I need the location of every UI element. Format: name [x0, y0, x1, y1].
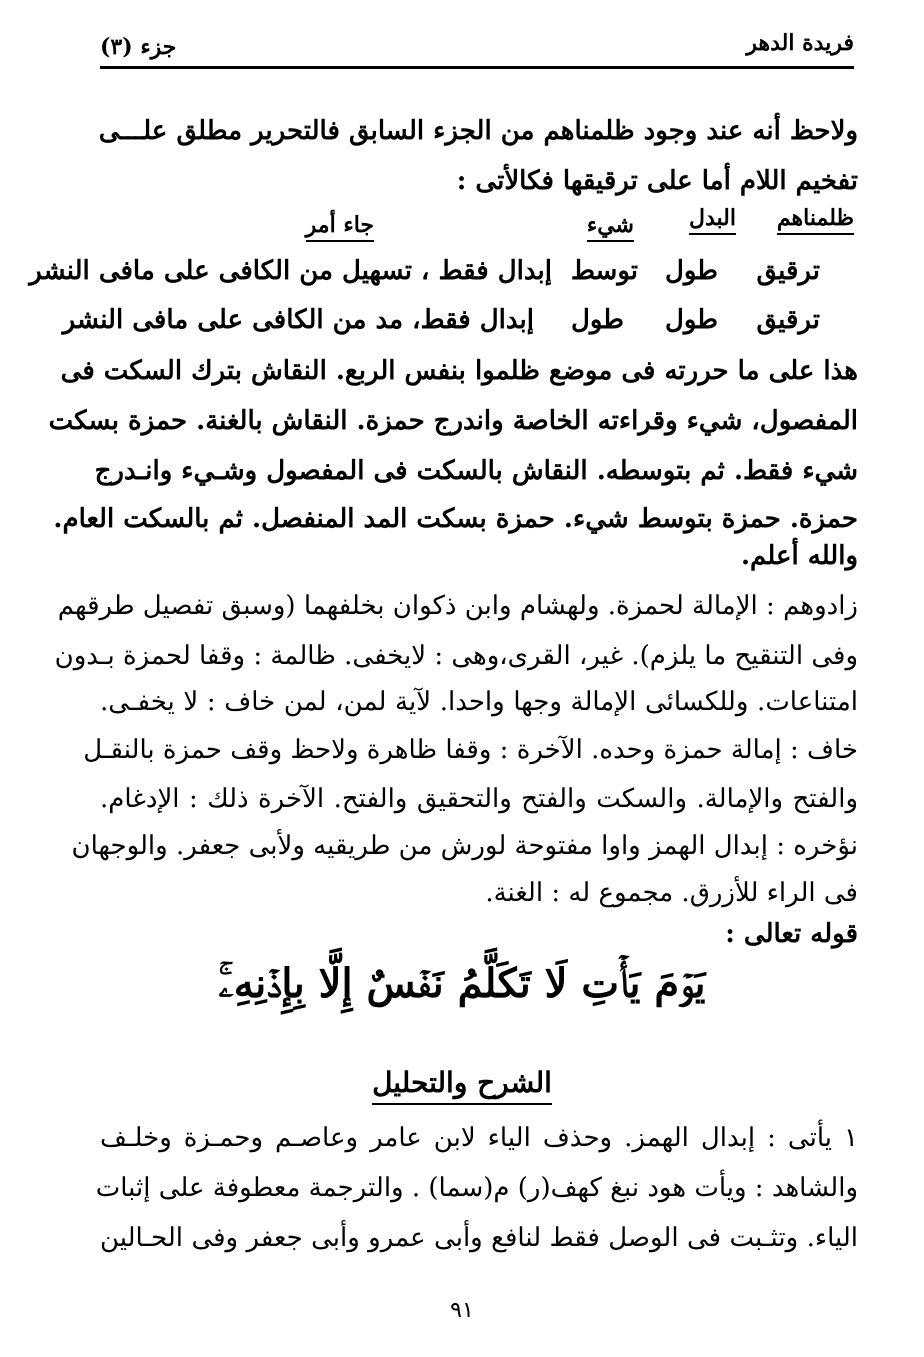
table-header-cell: جاء أمر — [306, 212, 374, 242]
text-line: خاف : إمالة حمزة وحده. الآخرة : وقفا ظاهرة ولاحظ وقف حمزة بالنقـل — [83, 735, 858, 765]
text-line: هذا على ما حررته فى موضع ظلموا بنفس الربع. النقاش بترك السكت فى — [60, 356, 858, 386]
text-line: حمزة. حمزة بتوسط شيء. حمزة بسكت المد المنفصل. ثم بالسكت العام. — [53, 504, 858, 534]
text-line: والله أعلم. — [741, 541, 858, 571]
text-line: شيء فقط. ثم بتوسطه. النقاش بالسكت فى المفصول وشـيء وانـدرج — [94, 456, 858, 486]
text-line: تفخيم اللام أما على ترقيقها فكالأتى : — [456, 166, 858, 196]
quran-verse: يَوۡمَ يَأۡتِ لَا تَكَلَّمُ نَفۡسٌ إِلَّا بِإِذۡنِهِۦۚ — [218, 960, 706, 1007]
text-line: الياء. وتثـبت فى الوصل فقط لنافع وأبى عمرو وأبى جعفر وفى الحـالين — [100, 1223, 858, 1253]
text-line: والشاهد : ويأت هود نبغ كهف(ر) م(سما) . والترجمة معطوفة على إثبات — [95, 1173, 858, 1203]
text-line: فى الراء للأزرق. مجموع له : الغنة. — [485, 878, 858, 908]
table-cell: ترقيق — [756, 256, 820, 286]
text-line: والفتح والإمالة. والسكت والفتح والتحقيق والفتح. الآخرة ذلك : الإدغام. — [100, 784, 858, 814]
text-line: المفصول، شيء وقراءته الخاصة واندرج حمزة. النقاش بالغنة. حمزة بسكت — [48, 406, 858, 436]
table-cell: طول — [664, 256, 718, 286]
text-line: وفى التنقيح ما يلزم). غير، القرى،وهى : لايخفى. ظالمة : وقفا لحمزة بـدون — [54, 641, 858, 671]
running-title: فريدة الدهر — [746, 30, 854, 56]
text-line: ١ يأتى : إبدال الهمز. وحذف الياء لابن عامر وعاصـم وحمـزة وخلـف — [100, 1123, 858, 1153]
section-heading — [0, 1066, 924, 1099]
section-heading-text: الشرح والتحليل — [372, 1066, 552, 1105]
page-number: ٩١ — [450, 1298, 474, 1323]
text-line: زادوهم : الإمالة لحمزة. ولهشام وابن ذكوان بخلفهما (وسبق تفصيل طرقهم — [57, 591, 858, 621]
table-header-cell: ظلمناهم — [777, 205, 854, 235]
table-cell: إبدال فقط ، تسهيل من الكافى على مافى النشر — [29, 256, 552, 286]
text-line: ولاحظ أنه عند وجود ظلمناهم من الجزء السابق فالتحرير مطلق علـــى — [98, 116, 858, 146]
part-label: جزء (٣) — [100, 34, 177, 60]
table-cell: ترقيق — [756, 305, 820, 335]
table-cell: توسط — [570, 256, 638, 286]
table-header-cell: شيء — [587, 212, 634, 242]
verse-intro: قوله تعالى : — [725, 919, 858, 949]
table-header-cell: البدل — [689, 205, 736, 235]
table-cell: طول — [664, 305, 718, 335]
text-line: نؤخره : إبدال الهمز واوا مفتوحة لورش من طريقيه ولأبى جعفر. والوجهان — [71, 831, 858, 861]
header-rule — [100, 66, 854, 69]
text-line: امتناعات. وللكسائى الإمالة وجها واحدا. لآية لمن، لمن خاف : لا يخفـى. — [100, 687, 858, 717]
table-cell: إبدال فقط، مد من الكافى على مافى النشر — [62, 305, 534, 335]
table-cell: طول — [570, 305, 624, 335]
